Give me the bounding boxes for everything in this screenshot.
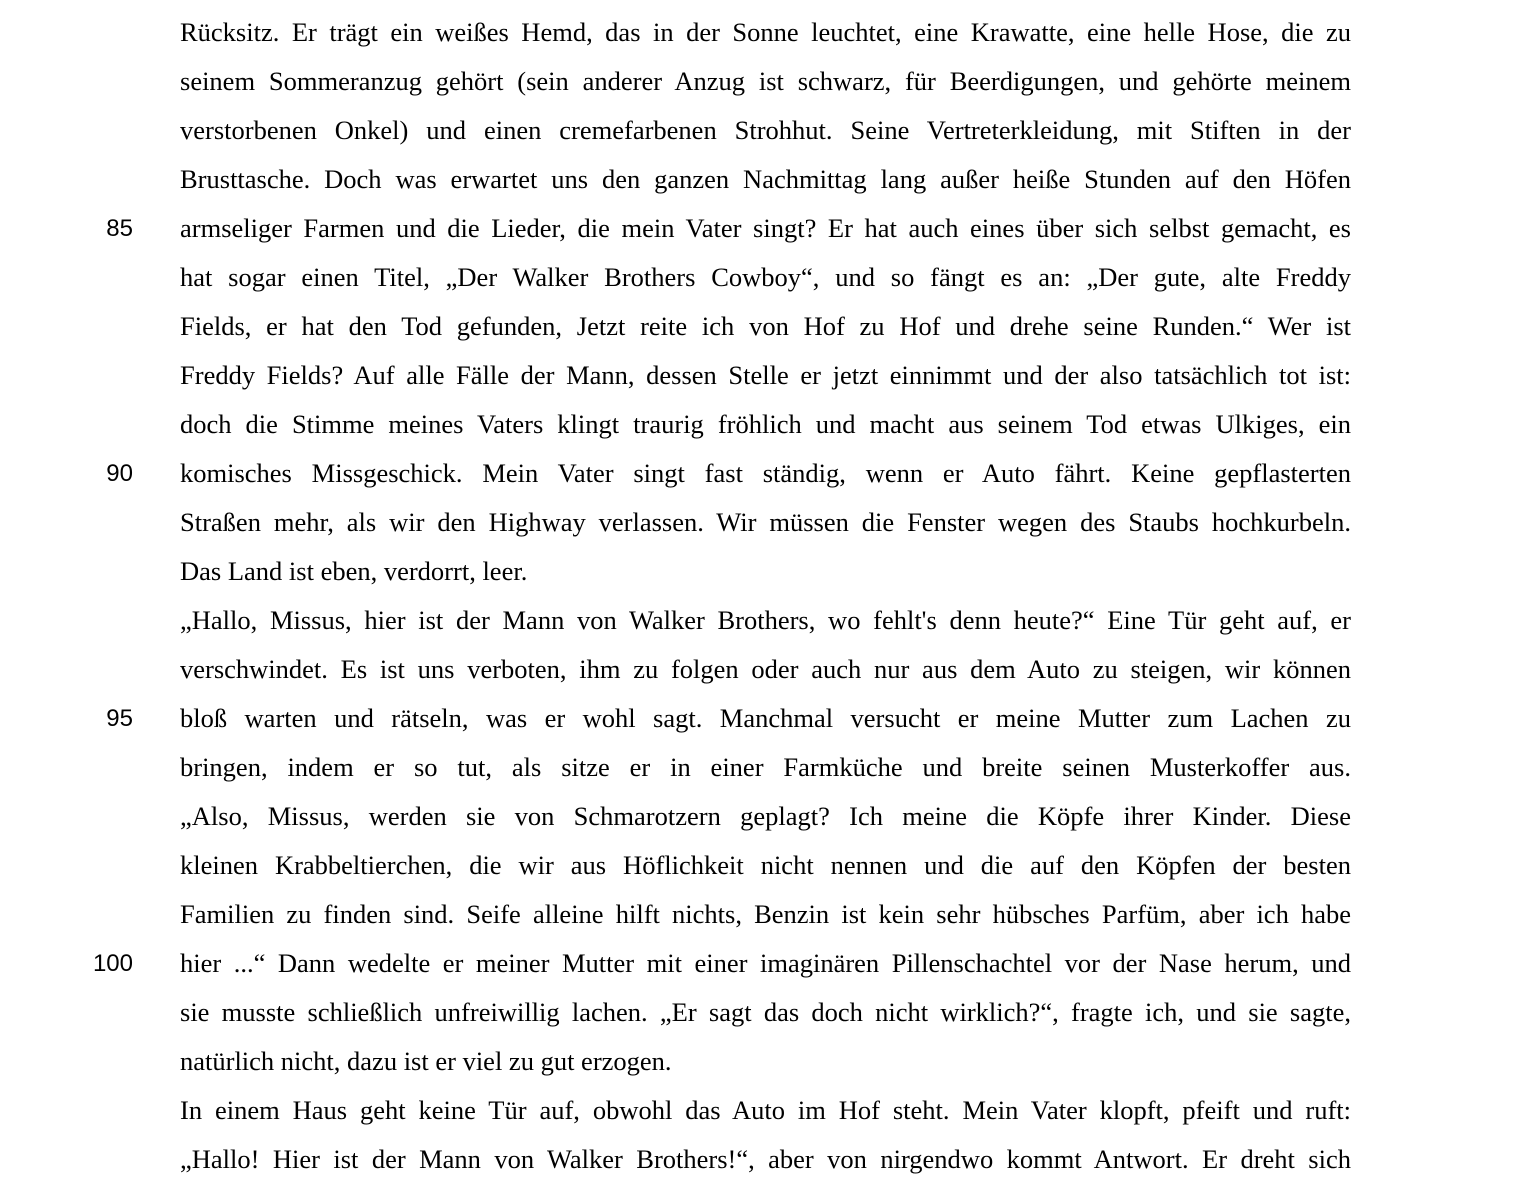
line-number: 90 xyxy=(106,460,133,487)
text-line: hier ...“ Dann wedelte er meiner Mutter mit einer imaginären Pillenschachtel vor der Nase herum, und xyxy=(180,948,1351,978)
text-line: seinem Sommeranzug gehört (sein anderer Anzug ist schwarz, für Beerdigungen, und gehörte meinem xyxy=(180,66,1351,96)
text-line: doch die Stimme meines Vaters klingt traurig fröhlich und macht aus seinem Tod etwas Ulkiges, ein xyxy=(180,409,1351,439)
line-number: 100 xyxy=(92,950,133,977)
text-line: bringen, indem er so tut, als sitze er in einer Farmküche und breite seinen Musterkoffer aus. xyxy=(180,752,1351,782)
text-line: Rücksitz. Er trägt ein weißes Hemd, das in der Sonne leuchtet, eine Krawatte, eine helle Hose, die zu xyxy=(180,17,1351,47)
text-line: verstorbenen Onkel) und einen cremefarbenen Strohhut. Seine Vertreterkleidung, mit Stiften in der xyxy=(180,115,1351,145)
text-line: hat sogar einen Titel, „Der Walker Brothers Cowboy“, und so fängt es an: „Der gute, alte Freddy xyxy=(180,262,1351,292)
text-line: Straßen mehr, als wir den Highway verlassen. Wir müssen die Fenster wegen des Staubs hochkurbeln. xyxy=(180,507,1351,537)
text-line: „Hallo! Hier ist der Mann von Walker Brothers!“, aber von nirgendwo kommt Antwort. Er dreht sich xyxy=(180,1144,1351,1174)
text-line: komisches Missgeschick. Mein Vater singt fast ständig, wenn er Auto fährt. Keine gepflasterten xyxy=(180,458,1351,488)
text-line: Freddy Fields? Auf alle Fälle der Mann, dessen Stelle er jetzt einnimmt und der also tatsächlich tot ist: xyxy=(180,360,1351,390)
text-line: bloß warten und rätseln, was er wohl sagt. Manchmal versucht er meine Mutter zum Lachen zu xyxy=(180,703,1351,733)
text-line: natürlich nicht, dazu ist er viel zu gut erzogen. xyxy=(180,1046,672,1076)
text-line: Brusttasche. Doch was erwartet uns den ganzen Nachmittag lang außer heiße Stunden auf den Höfen xyxy=(180,164,1351,194)
text-line: „Also, Missus, werden sie von Schmarotzern geplagt? Ich meine die Köpfe ihrer Kinder. Diese xyxy=(180,801,1351,831)
text-line: armseliger Farmen und die Lieder, die mein Vater singt? Er hat auch eines über sich selbst gemacht, es xyxy=(180,213,1351,243)
text-line: „Hallo, Missus, hier ist der Mann von Walker Brothers, wo fehlt's denn heute?“ Eine Tür geht auf, er xyxy=(180,605,1351,635)
text-line: Familien zu finden sind. Seife alleine hilft nichts, Benzin ist kein sehr hübsches Parfüm, aber ich habe xyxy=(180,899,1351,929)
text-line: sie musste schließlich unfreiwillig lachen. „Er sagt das doch nicht wirklich?“, fragte ich, und sie sagte, xyxy=(180,997,1351,1027)
line-number: 95 xyxy=(106,705,133,732)
text-line: Fields, er hat den Tod gefunden, Jetzt reite ich von Hof zu Hof und drehe seine Runden.“ Wer ist xyxy=(180,311,1351,341)
text-line: verschwindet. Es ist uns verboten, ihm zu folgen oder auch nur aus dem Auto zu steigen, wir können xyxy=(180,654,1351,684)
text-line: kleinen Krabbeltierchen, die wir aus Höflichkeit nicht nennen und die auf den Köpfen der besten xyxy=(180,850,1351,880)
text-line: In einem Haus geht keine Tür auf, obwohl das Auto im Hof steht. Mein Vater klopft, pfeift und ruft: xyxy=(180,1095,1351,1125)
line-number: 85 xyxy=(106,215,133,242)
text-line: Das Land ist eben, verdorrt, leer. xyxy=(180,556,528,586)
